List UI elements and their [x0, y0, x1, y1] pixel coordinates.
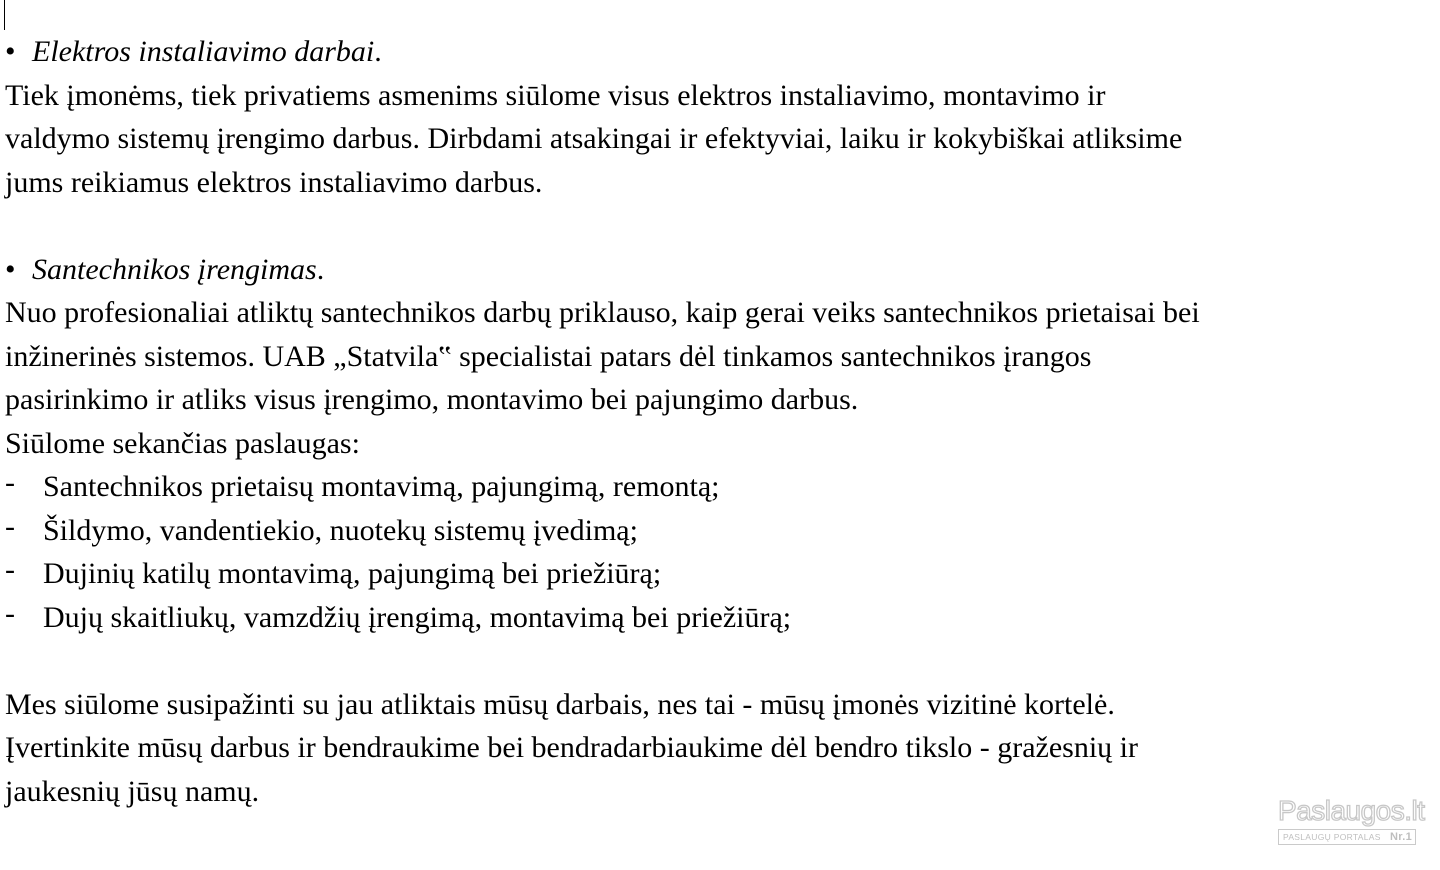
- service-list-item: [5, 596, 1425, 640]
- paragraph-line: Mes siūlome susipažinti su jau atliktais mūsų darbais, nes tai - mūsų įmonės vizitinė kortelė.: [5, 687, 1115, 721]
- empty-line: [5, 204, 1425, 248]
- service-text: Dujinių katilų montavimą, pajungimą bei priežiūrą;: [43, 557, 662, 590]
- paragraph-line: inžinerinės sistemos. UAB „Statvila‟ specialistai patars dėl tinkamos santechnikos įrangos: [5, 339, 1092, 373]
- dash-bullet-icon: -: [5, 553, 15, 586]
- service-text: Santechnikos prietaisų montavimą, pajungimą, remontą;: [43, 470, 720, 503]
- dash-bullet-icon: -: [5, 466, 15, 499]
- dash-bullet-icon: -: [5, 596, 15, 630]
- paragraph-line: valdymo sistemų įrengimo darbus. Dirbdami atsakingai ir efektyviai, laiku ir kokybiškai atliksime: [5, 122, 1183, 155]
- service-list-item: [5, 465, 1425, 509]
- paragraph-line: Nuo profesionaliai atliktų santechnikos darbų priklauso, kaip gerai veiks santechnikos prietaisai bei: [5, 296, 1200, 329]
- watermark-brand: Paslaugos.lt: [1278, 795, 1425, 826]
- paragraph-line: Tiek įmonėms, tiek privatiems asmenims siūlome visus elektros instaliavimo, montavimo ir: [5, 78, 1106, 112]
- heading-punctuation: .: [316, 252, 325, 286]
- document-body: [5, 30, 1425, 813]
- heading-text: Elektros instaliavimo darbai: [32, 35, 375, 68]
- paragraph-line: jums reikiamus elektros instaliavimo darbus.: [5, 165, 543, 199]
- watermark-tagline: PASLAUGŲ PORTALAS: [1283, 832, 1381, 842]
- service-text: Dujų skaitliukų, vamzdžių įrengimą, montavimą bei priežiūrą;: [43, 600, 792, 634]
- section-heading-plumbing: [5, 248, 1425, 292]
- watermark-tagline-box: [1278, 829, 1416, 845]
- empty-line: [5, 639, 1425, 683]
- section-heading-electrical: [5, 30, 1425, 74]
- heading-text: Santechnikos įrengimas: [32, 252, 317, 286]
- dash-bullet-icon: -: [5, 509, 15, 543]
- text-cursor: [4, 0, 5, 30]
- heading-punctuation: .: [374, 35, 382, 68]
- service-list-item: [5, 509, 1425, 553]
- watermark-rank: Nr.1: [1390, 831, 1412, 843]
- watermark-logo: [1278, 795, 1425, 848]
- paragraph-line: pasirinkimo ir atliks visus įrengimo, montavimo bei pajungimo darbus.: [5, 383, 859, 416]
- paragraph-line: Įvertinkite mūsų darbus ir bendraukime bei bendradarbiaukime dėl bendro tikslo - gražesnių ir: [5, 731, 1138, 764]
- bullet-icon: •: [5, 35, 16, 68]
- service-text: Šildymo, vandentiekio, nuotekų sistemų įvedimą;: [43, 513, 638, 547]
- paragraph-line: Siūlome sekančias paslaugas:: [5, 426, 360, 460]
- bullet-icon: •: [5, 252, 16, 286]
- service-list-item: [5, 552, 1425, 596]
- paragraph-line: jaukesnių jūsų namų.: [5, 774, 260, 808]
